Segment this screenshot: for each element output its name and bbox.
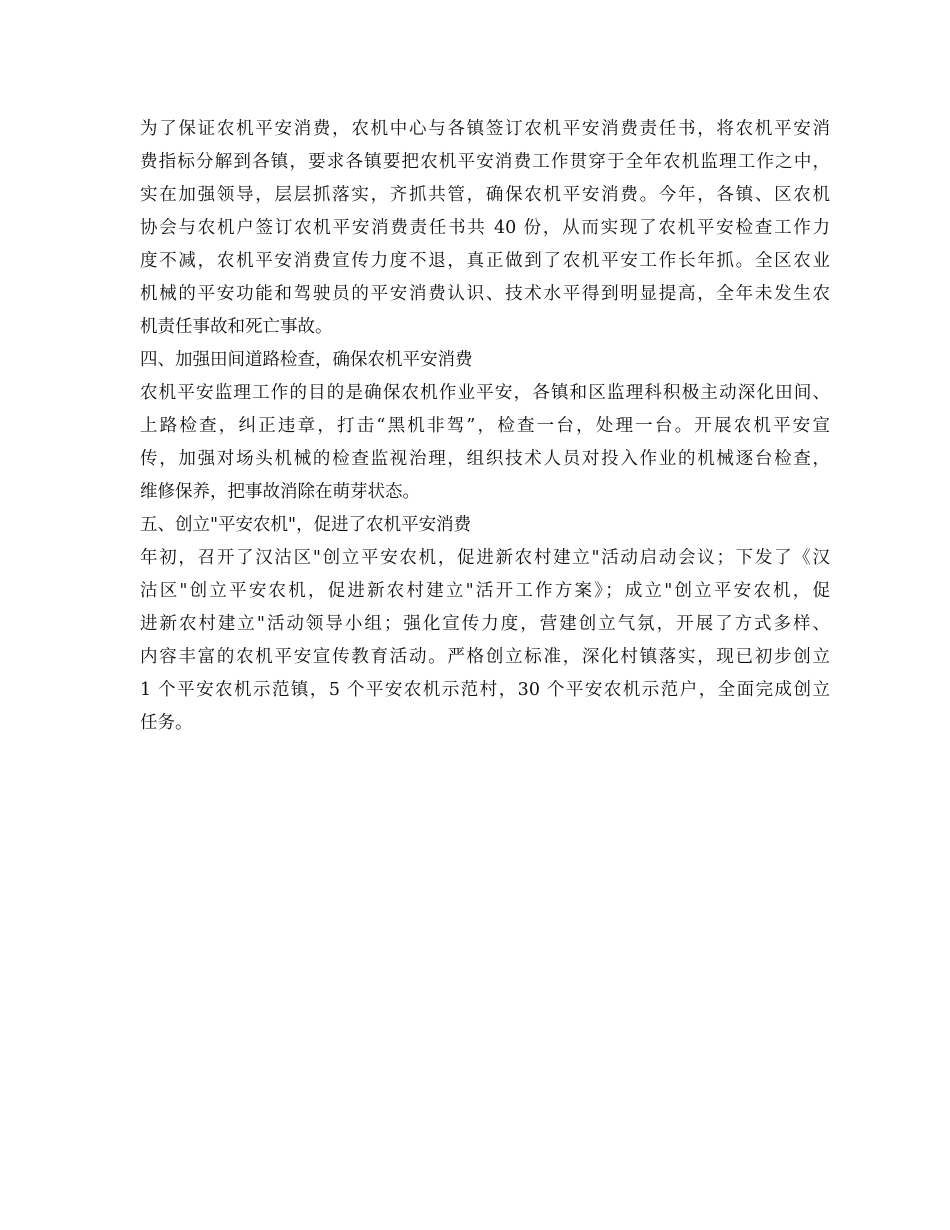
text-line: 维修保养，把事故消除在萌芽状态。 — [140, 482, 420, 502]
text-line: 上路检查，纠正违章，打击“黑机非驾”，检查一台，处理一台。开展农机平安宣 — [140, 416, 830, 436]
text-line: 任务。 — [140, 713, 193, 733]
text-line: 度不减，农机平安消费宣传力度不退，真正做到了农机平安工作长年抓。全区农业 — [140, 251, 830, 271]
text-line: 年初，召开了汉沽区"创立平安农机，促进新农村建立"活动启动会议；下发了《汉 — [140, 548, 830, 568]
document-body — [140, 113, 830, 740]
section-heading-5: 五、创立"平安农机"，促进了农机平安消费 — [140, 515, 472, 535]
text-line: 机械的平安功能和驾驶员的平安消费认识、技术水平得到明显提高，全年未发生农 — [140, 284, 830, 304]
paragraph-safety-responsibility — [140, 113, 830, 344]
text-line: 传，加强对场头机械的检查监视治理，组织技术人员对投入作业的机械逐台检查， — [140, 449, 830, 469]
text-line: 为了保证农机平安消费，农机中心与各镇签订农机平安消费责任书，将农机平安消 — [140, 119, 830, 139]
text-line: 实在加强领导，层层抓落实，齐抓共管，确保农机平安消费。今年，各镇、区农机 — [140, 185, 830, 205]
paragraph-safe-machinery-campaign — [140, 542, 830, 740]
text-line: 沽区"创立平安农机，促进新农村建立"活开工作方案》；成立"创立平安农机，促 — [140, 581, 830, 601]
text-line: 农机平安监理工作的目的是确保农机作业平安，各镇和区监理科积极主动深化田间、 — [140, 383, 830, 403]
text-line: 进新农村建立"活动领导小组；强化宣传力度，营建创立气氛，开展了方式多样、 — [140, 614, 830, 634]
text-line: 协会与农机户签订农机平安消费责任书共 40 份，从而实现了农机平安检查工作力 — [140, 218, 830, 238]
paragraph-field-road-inspection — [140, 377, 830, 509]
text-line: 费指标分解到各镇，要求各镇要把农机平安消费工作贯穿于全年农机监理工作之中， — [140, 152, 830, 172]
section-heading-4: 四、加强田间道路检查，确保农机平安消费 — [140, 350, 473, 370]
text-line: 机责任事故和死亡事故。 — [140, 317, 333, 337]
text-line: 内容丰富的农机平安宣传教育活动。严格创立标准，深化村镇落实，现已初步创立 — [140, 647, 830, 667]
text-line: 1 个平安农机示范镇，5 个平安农机示范村，30 个平安农机示范户，全面完成创立 — [140, 680, 830, 700]
